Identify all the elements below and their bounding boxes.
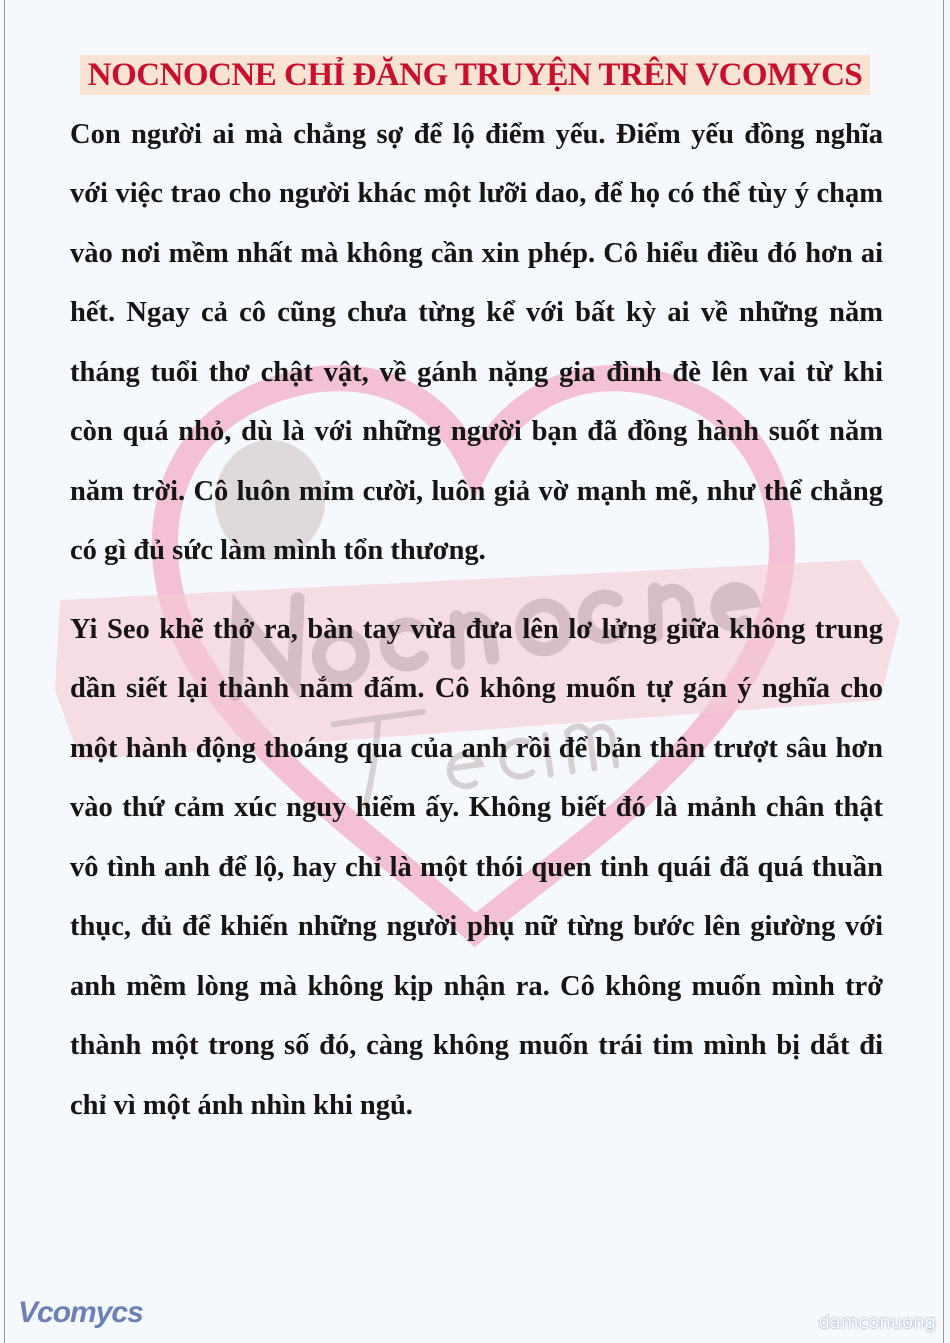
page-title-banner: NOCNOCNE CHỈ ĐĂNG TRUYỆN TRÊN VCOMYCS <box>80 55 870 95</box>
text-line: còn quá nhỏ, dù là với những người bạn đã đồng hành suốt năm <box>70 416 883 447</box>
text-line: tháng tuổi thơ chật vật, về gánh nặng gia đình đè lên vai từ khi <box>70 357 883 388</box>
text-line: thục, đủ để khiến những người phụ nữ từng bước lên giường với <box>70 911 883 942</box>
text-line: vào thứ cảm xúc nguy hiểm ấy. Không biết đó là mảnh chân thật <box>70 792 883 823</box>
text-line: năm trời. Cô luôn mỉm cười, luôn giả vờ mạnh mẽ, như thể chẳng <box>70 476 883 507</box>
text-line: Con người ai mà chẳng sợ để lộ điểm yếu. Điểm yếu đồng nghĩa <box>70 119 883 150</box>
vcomycs-logo: Vcomycs <box>18 1296 143 1329</box>
text-line: vô tình anh để lộ, hay chỉ là một thói quen tinh quái đã quá thuần <box>70 852 883 883</box>
text-line: thành một trong số đó, càng không muốn trái tim mình bị dắt đi <box>70 1030 883 1061</box>
text-line: vào nơi mềm nhất mà không cần xin phép. Cô hiểu điều đó hơn ai <box>70 238 883 269</box>
text-line: một hành động thoáng qua của anh rồi để bản thân trượt sâu hơn <box>70 733 883 764</box>
text-line: chỉ vì một ánh nhìn khi ngủ. <box>70 1090 413 1121</box>
text-line: có gì đủ sức làm mình tổn thương. <box>70 535 486 566</box>
text-line: dần siết lại thành nắm đấm. Cô không muốn tự gán ý nghĩa cho <box>70 673 883 704</box>
text-line: anh mềm lòng mà không kịp nhận ra. Cô không muốn mình trở <box>70 971 883 1002</box>
text-line: Yi Seo khẽ thở ra, bàn tay vừa đưa lên lơ lửng giữa không trung <box>70 614 883 645</box>
text-line: hết. Ngay cả cô cũng chưa từng kể với bất kỳ ai về những năm <box>70 297 883 328</box>
text-line: với việc trao cho người khác một lưỡi dao, để họ có thể tùy ý chạm <box>70 178 883 209</box>
credit-watermark: damconuong <box>818 1312 936 1333</box>
